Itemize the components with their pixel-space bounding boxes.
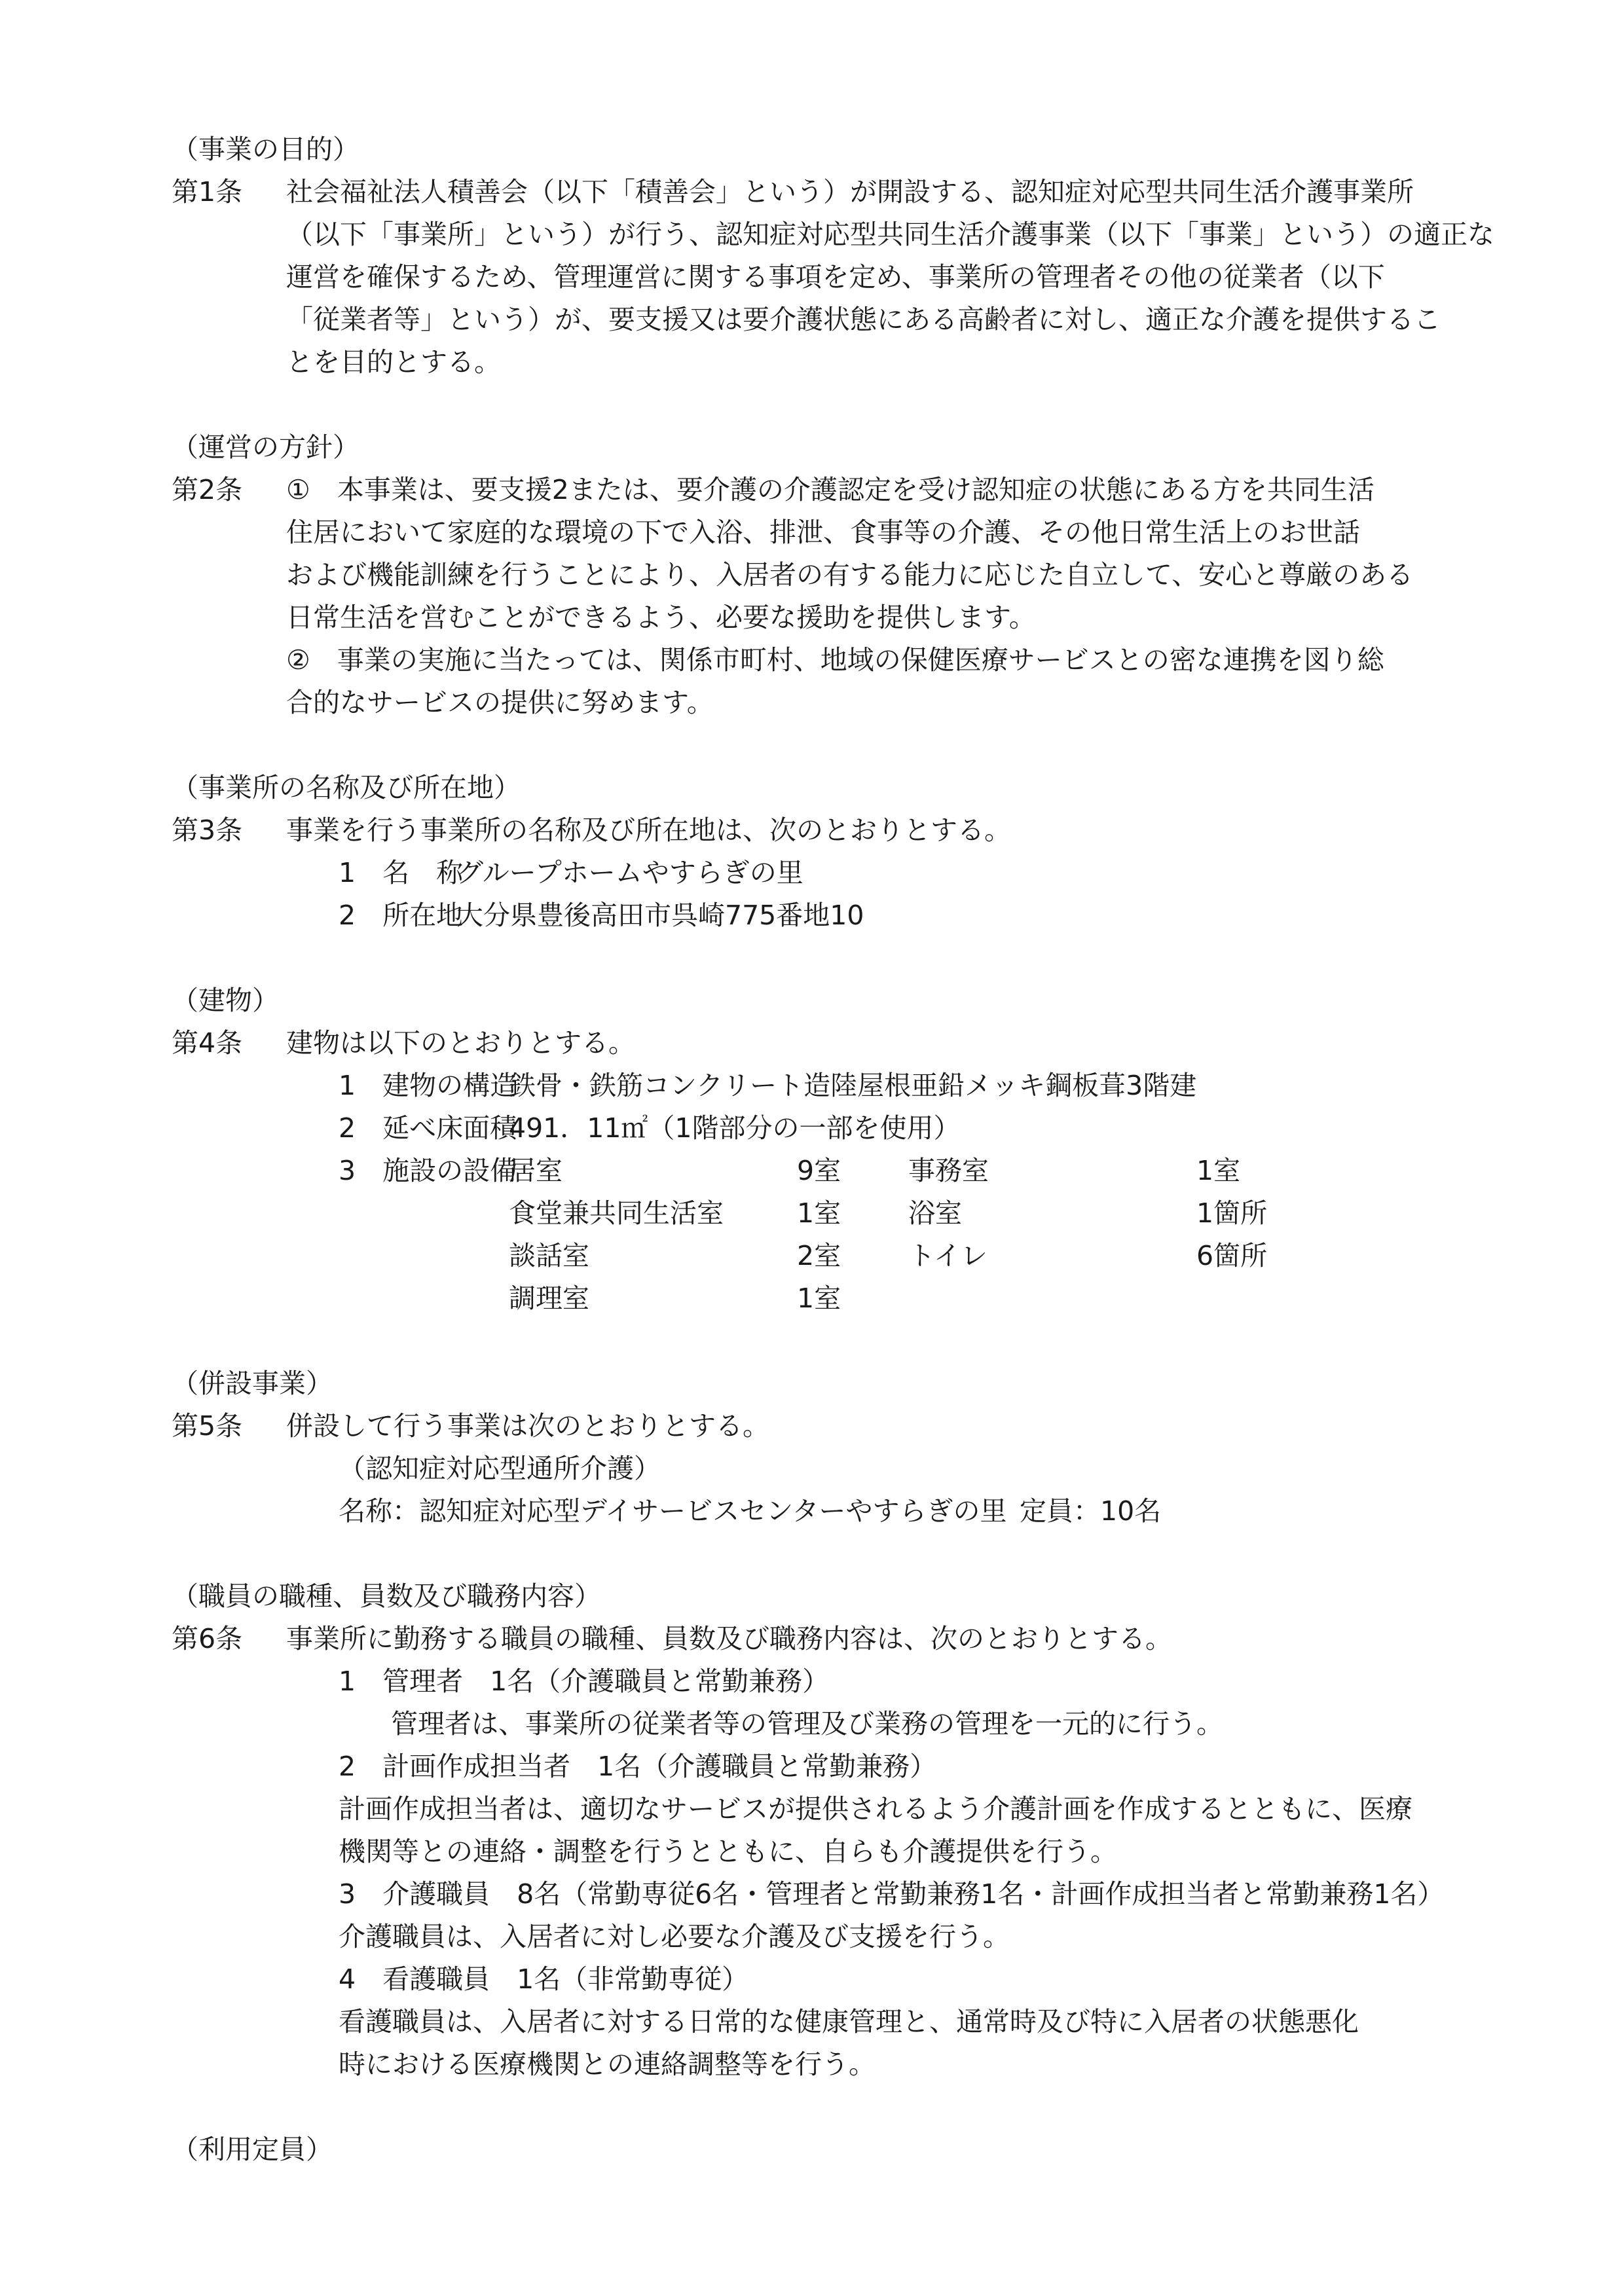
facility-count: 2室 [797, 1240, 841, 1271]
article-2-line: 住居において家庭的な環境の下で入浴、排泄、食事等の介護、その他日常生活上のお世話 [286, 517, 1360, 548]
staff-nurse-desc: 時における医療機関との連絡調整等を行う。 [339, 2049, 876, 2080]
office-address-label: 2 所在地 [339, 900, 464, 931]
article-1-line: 社会福祉法人積善会（以下「積善会」という）が開設する、認知症対応型共同生活介護事業所 [286, 176, 1414, 208]
article-number-3: 第3条 [172, 814, 243, 846]
article-1-line: 「従業者等」という）が、要支援又は要介護状態にある高齢者に対し、適正な介護を提供するこ [286, 304, 1441, 335]
staff-planner-desc: 機関等との連絡・調整を行うとともに、自らも介護提供を行う。 [339, 1836, 1117, 1867]
staff-caregiver-heading: 3 介護職員 8名（常勤専従6名・管理者と常勤兼務1名・計画作成担当者と常勤兼務1名） [339, 1878, 1445, 1910]
article-1-line: 運営を確保するため、管理運営に関する事項を定め、事業所の管理者その他の従業者（以下 [286, 261, 1385, 293]
facility-name: トイレ [908, 1240, 987, 1271]
article-2-line: ② 事業の実施に当たっては、関係市町村、地域の保健医療サービスとの密な連携を図り総 [286, 644, 1384, 676]
article-3-intro: 事業を行う事業所の名称及び所在地は、次のとおりとする。 [286, 814, 1011, 846]
article-2-line: 日常生活を営むことができるよう、必要な援助を提供します。 [286, 602, 1036, 633]
section-title-staff: （職員の職種、員数及び職務内容） [172, 1580, 601, 1612]
staff-manager-desc: 管理者は、事業所の従業者等の管理及び業務の管理を一元的に行う。 [391, 1708, 1223, 1740]
office-name-label: 1 名 称 [339, 857, 464, 888]
staff-nurse-heading: 4 看護職員 1名（非常勤専従） [339, 1963, 749, 1995]
annex-service-type: （認知症対応型通所介護） [339, 1453, 661, 1484]
facility-count: 1室 [1196, 1155, 1241, 1186]
facility-name: 浴室 [908, 1197, 962, 1229]
article-4-intro: 建物は以下のとおりとする。 [286, 1027, 635, 1059]
facility-count: 1室 [797, 1197, 841, 1229]
facility-count: 9室 [797, 1155, 841, 1186]
staff-nurse-desc: 看護職員は、入居者に対する日常的な健康管理と、通常時及び特に入居者の状態悪化 [339, 2006, 1359, 2037]
article-2-line: ① 本事業は、要支援2または、要介護の介護認定を受け認知症の状態にある方を共同生活 [286, 474, 1375, 505]
staff-planner-desc: 計画作成担当者は、適切なサービスが提供されるよう介護計画を作成するとともに、医療 [339, 1793, 1412, 1825]
article-number-2: 第2条 [172, 474, 243, 505]
facility-name: 居室 [509, 1155, 563, 1186]
facility-name: 調理室 [509, 1283, 589, 1314]
facilities-label: 3 施設の設備 [339, 1155, 517, 1186]
article-number-1: 第1条 [172, 176, 243, 208]
section-title-capacity: （利用定員） [172, 2134, 333, 2165]
article-1-line: （以下「事業所」という）が行う、認知症対応型共同生活介護事業（以下「事業」という）の適正な [286, 219, 1494, 250]
annex-capacity: 定員：10名 [1020, 1495, 1162, 1527]
section-title-purpose: （事業の目的） [172, 134, 360, 165]
article-1-line: とを目的とする。 [286, 346, 501, 378]
article-2-line: および機能訓練を行うことにより、入居者の有する能力に応じた自立して、安心と尊厳のある [286, 559, 1414, 591]
staff-caregiver-desc: 介護職員は、入居者に対し必要な介護及び支援を行う。 [339, 1921, 1010, 1952]
article-number-4: 第4条 [172, 1027, 243, 1059]
article-number-6: 第6条 [172, 1623, 243, 1654]
section-title-annex: （併設事業） [172, 1368, 333, 1399]
staff-manager-heading: 1 管理者 1名（介護職員と常勤兼務） [339, 1666, 830, 1697]
article-5-intro: 併設して行う事業は次のとおりとする。 [286, 1410, 769, 1442]
floor-area-value: 491．11㎡（1階部分の一部を使用） [509, 1112, 961, 1144]
annex-service-name: 名称：認知症対応型デイサービスセンターやすらぎの里 [339, 1495, 1007, 1527]
building-structure-value: 鉄骨・鉄筋コンクリート造陸屋根亜鉛メッキ鋼板葺3階建 [509, 1070, 1197, 1101]
facility-count: 1箇所 [1196, 1197, 1268, 1229]
article-6-intro: 事業所に勤務する職員の職種、員数及び職務内容は、次のとおりとする。 [286, 1623, 1172, 1654]
facility-name: 事務室 [908, 1155, 989, 1186]
office-name-value: グループホームやすらぎの里 [456, 857, 803, 888]
section-title-name-location: （事業所の名称及び所在地） [172, 772, 521, 803]
floor-area-label: 2 延べ床面積 [339, 1112, 517, 1144]
section-title-building: （建物） [172, 985, 279, 1016]
facility-name: 食堂兼共同生活室 [509, 1197, 724, 1229]
staff-planner-heading: 2 計画作成担当者 1名（介護職員と常勤兼務） [339, 1751, 937, 1782]
facility-count: 1室 [797, 1283, 841, 1314]
article-2-line: 合的なサービスの提供に努めます。 [286, 687, 714, 718]
facility-count: 6箇所 [1196, 1240, 1268, 1271]
article-number-5: 第5条 [172, 1410, 243, 1442]
facility-name: 談話室 [509, 1240, 589, 1271]
building-structure-label: 1 建物の構造 [339, 1070, 517, 1101]
office-address-value: 大分県豊後高田市呉崎775番地10 [456, 900, 864, 931]
section-title-policy: （運営の方針） [172, 431, 360, 463]
